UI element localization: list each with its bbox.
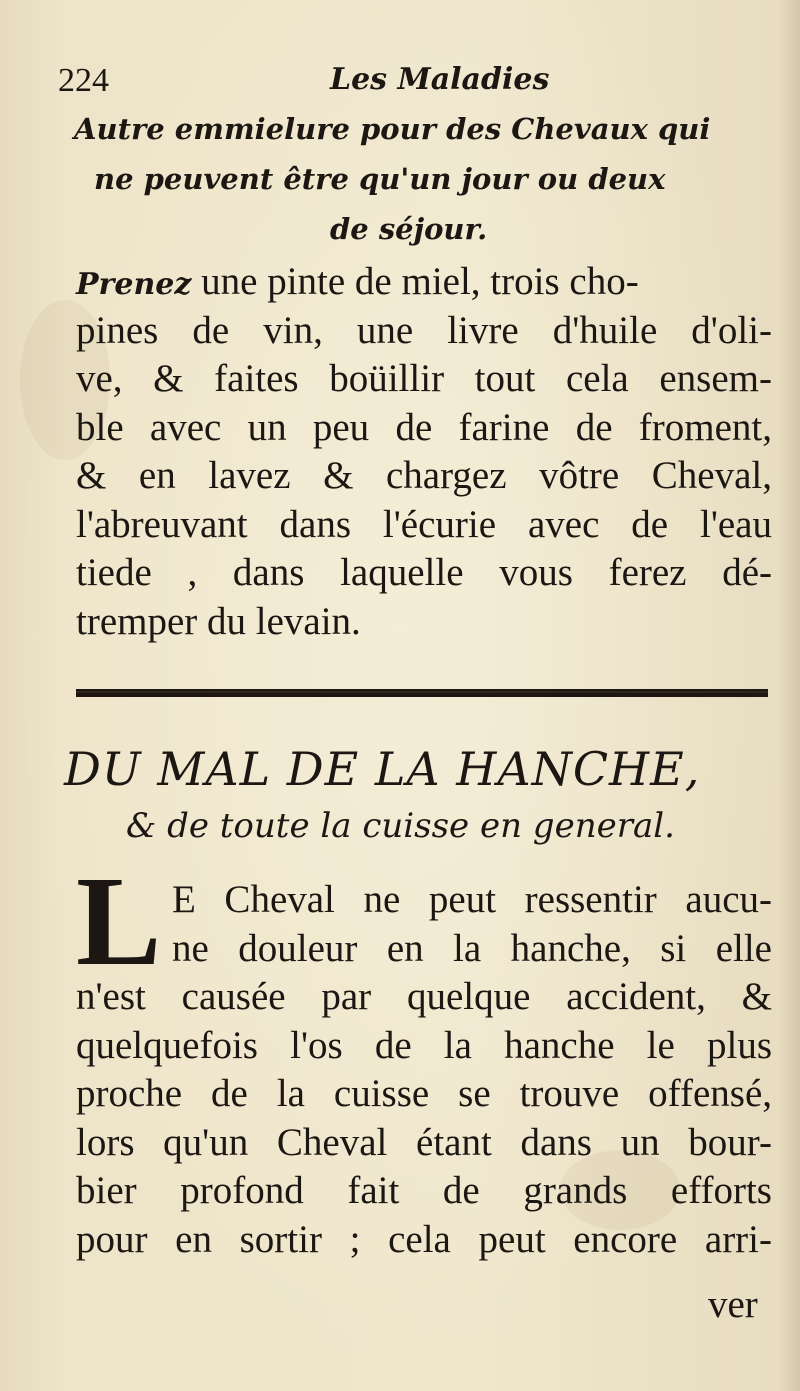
paragraph-line: pour en sortir ; cela peut encore arri- <box>76 1217 772 1261</box>
paragraph-line: l'abreuvant dans l'écurie avec de l'eau <box>76 502 772 546</box>
paragraph-line: & en lavez & chargez vôtre Cheval, <box>76 454 772 497</box>
section-divider-rule <box>76 686 768 700</box>
paragraph-line: proche de la cuisse se trouve offensé, <box>76 1072 772 1115</box>
drop-cap: L <box>76 850 162 992</box>
recipe-heading-line: de séjour. <box>330 212 488 246</box>
paragraph-line: tiede , dans laquelle vous ferez dé- <box>76 551 772 594</box>
paragraph-line: ne douleur en la hanche, si elle <box>172 926 772 970</box>
lead-word: Prenez <box>76 267 192 302</box>
recipe-paragraph <box>76 258 772 646</box>
page-number: 224 <box>58 62 109 99</box>
paragraph-line <box>76 258 772 307</box>
recipe-heading-line: ne peuvent être qu'un jour ou deux <box>94 162 666 196</box>
catchword: ver <box>708 1283 758 1326</box>
paragraph-line: tremper du levain. <box>76 599 361 643</box>
line-text: une pinte de miel, trois cho- <box>191 260 639 303</box>
paragraph-line: lors qu'un Cheval étant dans un bour- <box>76 1120 772 1164</box>
paragraph-line: bier profond fait de grands efforts <box>76 1169 772 1212</box>
paragraph-line: E Cheval ne peut ressentir aucu- <box>172 878 772 921</box>
paragraph-line: ble avec un peu de farine de froment, <box>76 405 772 449</box>
section-subtitle: & de toute la cuisse en general. <box>126 806 675 846</box>
paragraph-line: ve, & faites boüillir tout cela ensem- <box>76 357 772 400</box>
page-edge-shadow <box>778 0 800 1391</box>
section-title: DU MAL DE LA HANCHE, <box>64 742 701 796</box>
paragraph-line: quelquefois l'os de la hanche le plus <box>76 1023 772 1067</box>
running-head <box>58 62 558 106</box>
running-title: Les Maladies <box>330 62 550 97</box>
paragraph-line: pines de vin, une livre d'huile d'oli- <box>76 308 772 352</box>
recipe-heading-line: Autre emmielure pour des Chevaux qui <box>74 112 711 146</box>
section-paragraph <box>76 876 772 1264</box>
paragraph-line: n'est causée par quelque accident, & <box>76 975 772 1018</box>
